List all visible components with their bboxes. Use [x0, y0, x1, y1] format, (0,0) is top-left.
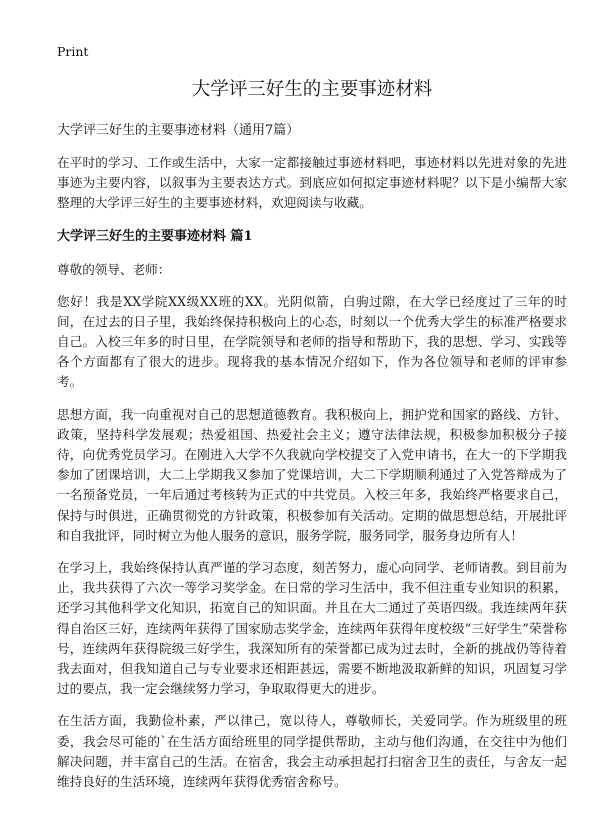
- salutation: 尊敬的领导、老师：: [57, 261, 171, 277]
- body-paragraph-greeting: 您好！我是XX学院XX级XX班的XX。光阴似箭，白驹过隙，在大学已经度过了三年的时间，在过去的日子里，我始终保持积极向上的心态，时刻以一个优秀大学生的标准严格要求自己。入校三年多的时日里，在学院领导和老师的指导和帮助下，我的思想、学习、实践等各个方面都有了很大的进步。现将我的基本情况介绍如下，作为各位领导和老师的评审参考。: [57, 293, 567, 390]
- body-paragraph-life: 在生活方面，我勤俭朴素，严以律己，宽以待人，尊敬师长，关爱同学。作为班级里的班委，我会尽可能的`在生活方面给班里的同学提供帮助，主动与他们沟通，在交往中为他们解决问题，并丰富自己的生活。在宿舍，我会主动承担起打扫宿舍卫生的责任，与舍友一起维持良好的生活环境，连续两年获得优秀宿舍称号。: [57, 713, 567, 790]
- section-heading: 大学评三好生的主要事迹材料 篇1: [57, 228, 253, 244]
- body-paragraph-ideology: 思想方面，我一向重视对自己的思想道德教育。我积极向上，拥护党和国家的路线、方针、政策，坚持科学发展观；热爱祖国、热爱社会主义；遵守法律法规，积极参加积极分子接待，向优秀党员学习。在刚进入大学不久我就向学校提交了入党申请书，在大一的下学期我参加了团课培训，大二上学期我又参加了党课培训，大二下学期顺利通过了入党答辩成为了一名预备党员，一年后通过考核转为正式的中共党员。入校三年多，我始终严格要求自己，保持与时俱进，正确贯彻党的方针政策，积极参加有关活动。定期的做思想总结，开展批评和自我批评，同时树立为他人服务的意识，服务学院，服务同学，服务身边所有人！: [57, 406, 567, 543]
- print-link[interactable]: Print: [57, 44, 89, 59]
- intro-paragraph: 在平时的学习、工作或生活中，大家一定都接触过事迹材料吧，事迹材料以先进对象的先进事迹为主要内容，以叙事为主要表达方式。到底应如何拟定事迹材料呢？以下是小编帮大家整理的大学评三好生的主要事迹材料，欢迎阅读与收藏。: [57, 155, 567, 211]
- document-title: 大学评三好生的主要事迹材料: [191, 79, 433, 100]
- body-paragraph-study: 在学习上，我始终保持认真严谨的学习态度，刻苦努力，虚心向同学、老师请教。到目前为止，我共获得了六次一等学习奖学金。在日常的学习生活中，我不但注重专业知识的积累，还学习其他科学文化知识，拓宽自己的知识面。并且在大二通过了英语四级。我连续两年获得自治区三好，连续两年获得了国家励志奖学金，连续两年获得年度校级“三好学生”荣誉称号，连续两年获得院级三好学生，我深知所有的荣誉都已成为过去时，全新的挑战仍等待着我去面对，但我知道自己与专业要求还相距甚远，需要不断地汲取新鲜的知识，巩固复习学过的要点，我一定会继续努力学习，争取取得更大的进步。: [57, 560, 567, 697]
- document-subtitle: 大学评三好生的主要事迹材料（通用7篇）: [57, 123, 300, 138]
